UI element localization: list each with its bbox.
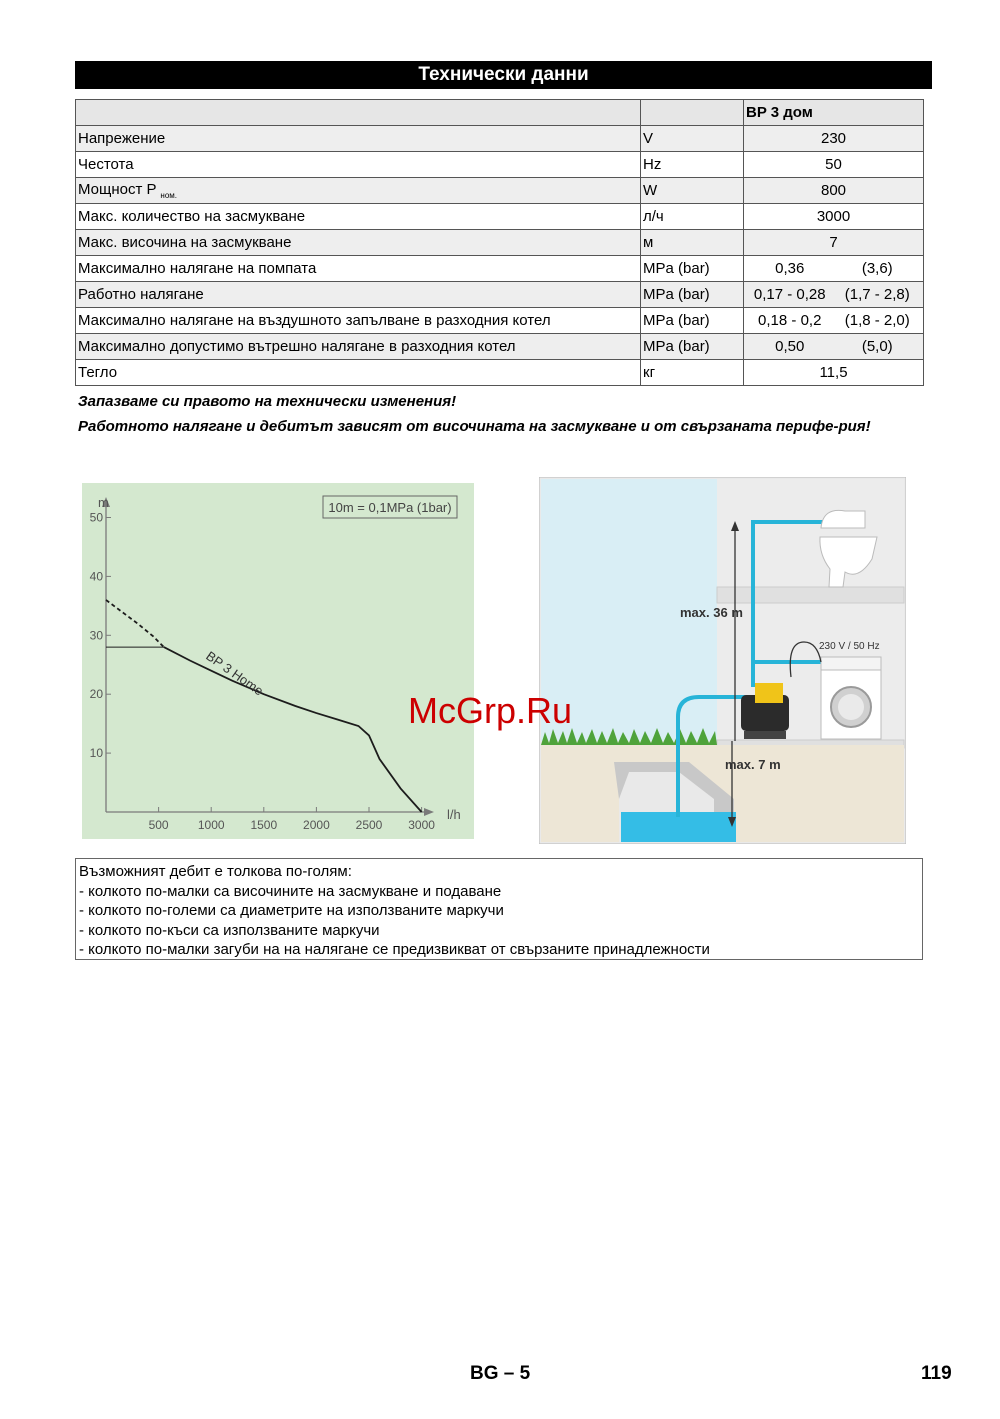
series-line-extrapolated [106,600,164,647]
unit-cell: MPa (bar) [641,334,744,360]
x-axis-arrow [424,808,434,816]
table-row [76,308,924,334]
param-cell: Честота [76,152,641,178]
model-header: BP 3 дом [744,100,924,126]
x-tick-label: 2500 [355,818,383,832]
watermark: McGrp.Ru [408,690,573,731]
info-line: - колкото по-малки загуби на на налягане се предизвикват от свързаните принадлежности [79,941,710,958]
table-row [76,152,924,178]
unit-cell: MPa (bar) [641,256,744,282]
unit-cell: л/ч [641,204,744,230]
value-cell: 50 [744,152,924,178]
unit-cell: V [641,126,744,152]
x-tick-label: 1000 [197,818,225,832]
info-line: Възможният дебит е толкова по-голям: [79,863,352,880]
power-label: 230 V / 50 Hz [819,641,880,652]
x-tick-group [149,807,436,832]
param-cell: Максимално налягане на помпата [76,256,641,282]
info-line: - колкото по-малки са височините на засмукване и подаване [79,882,502,900]
series-label: BP 3 Home [203,648,267,699]
x-tick-label: 3000 [408,818,435,832]
y-tick-label: 50 [89,510,103,525]
footer-section: BG – 5 [470,1363,531,1384]
table-row [76,282,924,308]
x-tick-label: 500 [148,818,169,832]
unit-cell: MPa (bar) [641,308,744,334]
info-line: - колкото по-големи са диаметрите на използваните маркучи [79,902,504,919]
y-tick-group [90,511,111,761]
param-cell: Работно налягане [76,282,641,308]
unit-cell: м [641,230,744,256]
washer-panel [821,657,881,670]
washer-glass [838,694,864,720]
toilet-tank [821,510,865,528]
table-header-row [76,100,924,126]
pump-motor [755,683,783,703]
page-number: 119 [921,1363,952,1384]
value-cell: 11,5 [744,360,924,386]
unit-cell: кг [641,360,744,386]
y-tick-label: 30 [89,628,103,643]
technical-data-table [75,99,924,386]
x-tick-label: 1500 [250,818,278,832]
note-technical-changes: Запазваме си правото на технически изменения! [78,393,457,410]
unit-cell: MPa (bar) [641,282,744,308]
param-cell: Макс. количество на засмукване [76,204,641,230]
y-tick-label: 20 [89,687,103,702]
installation-diagram [539,477,906,844]
table-row [76,204,924,230]
pump-curve-svg [82,483,474,839]
table-row [76,360,924,386]
y-tick-label: 10 [89,746,103,761]
max-head-label: max. 36 m [680,605,743,620]
pump-base [744,731,786,739]
param-cell: Напрежение [76,126,641,152]
table-row [76,178,924,204]
value-cell: 800 [744,178,924,204]
table-row [76,334,924,360]
x-tick-label: 2000 [303,818,330,832]
info-line: - колкото по-къси са използваните маркучи [79,921,380,939]
y-axis-label: m [98,495,109,510]
table-row [76,256,924,282]
table-row [76,126,924,152]
note-operating-pressure: Работното налягане и дебитът зависят от височината на засмукване и от свързаната перифе-рия! [78,418,871,435]
param-subscript: ном. [160,191,178,200]
value-cell: 3000 [744,204,924,230]
param-cell: Мощност P $_{ном.}$ [76,178,641,204]
value-cell: 0,50 (5,0) [744,334,924,360]
annotation-text: 10m = 0,1MPa (1bar) [328,500,452,515]
value-cell: 0,36 (3,6) [744,256,924,282]
value-cell: 0,17 - 0,28 (1,7 - 2,8) [744,282,924,308]
y-tick-label: 40 [89,569,103,584]
series-line-bp-3-home [164,647,422,812]
max-suction-label: max. 7 m [725,757,781,772]
pump-curve-chart [82,483,474,839]
series-group [106,600,422,812]
value-cell: 7 [744,230,924,256]
unit-cell: W [641,178,744,204]
floor-slab [717,587,904,603]
installation-svg [539,477,906,844]
unit-cell: Hz [641,152,744,178]
table-row [76,230,924,256]
value-cell: 230 [744,126,924,152]
param-cell: Максимално допустимо вътрешно налягане в разходния котел [76,334,641,360]
value-cell: 0,18 - 0,2 (1,8 - 2,0) [744,308,924,334]
section-title: Технически данни [75,61,932,89]
info-box [75,858,923,960]
param-cell: Максимално налягане на въздушното запълване в разходния котел [76,308,641,334]
param-cell: Тегло [76,360,641,386]
param-cell: Макс. височина на засмукване [76,230,641,256]
x-axis-label: l/h [447,807,461,822]
